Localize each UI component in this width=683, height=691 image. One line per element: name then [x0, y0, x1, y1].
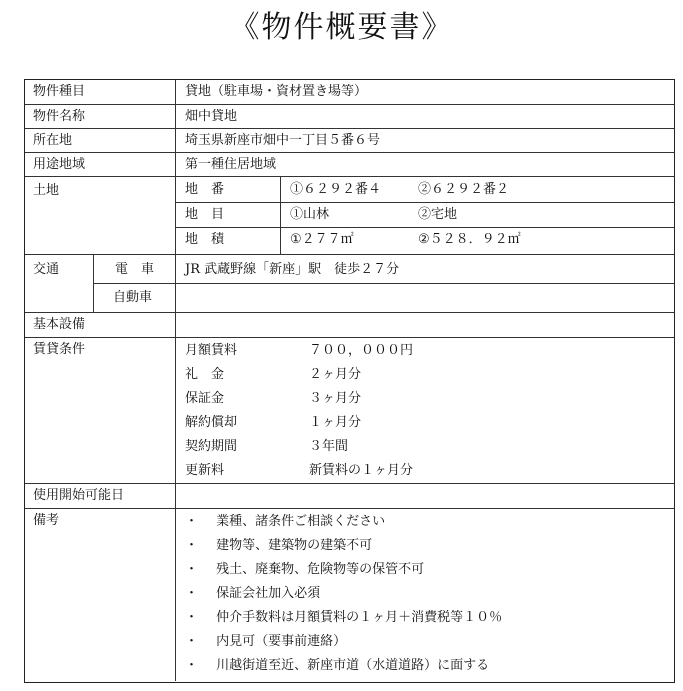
document-title: 《物件概要書》 — [229, 10, 454, 45]
property-name-value: 畑中貸地 — [185, 109, 238, 124]
remark-text: 仲介手数料は月額賃料の１ヶ月＋消費税等１０％ — [216, 610, 503, 625]
row-lease-terms — [25, 337, 674, 483]
bullet: ・ — [185, 562, 199, 577]
remark-item — [185, 606, 502, 630]
row-transport — [25, 254, 674, 312]
property-type-value: 貸地（駐車場・資材置き場等） — [185, 84, 368, 99]
property-summary-table — [24, 79, 675, 683]
remark-item — [185, 534, 372, 558]
transport-line — [93, 283, 674, 284]
lease-item-value: ２ヶ月分 — [309, 367, 362, 382]
row-remarks — [25, 508, 674, 681]
lease-item-key: 礼 金 — [185, 367, 225, 382]
remark-text: 建物等、建築物の建築不可 — [216, 538, 373, 553]
remark-item — [185, 582, 320, 606]
remark-text: 保証会社加入必須 — [216, 586, 321, 601]
lease-item-key: 契約期間 — [185, 439, 238, 454]
train-value: JR 武蔵野線「新座」駅 徒歩２７分 — [185, 262, 400, 277]
train-label: 電 車 — [115, 262, 155, 277]
remark-item — [185, 630, 346, 654]
remarks-label: 備考 — [33, 513, 60, 528]
lease-item-key: 解約償却 — [185, 415, 238, 430]
zoning-value: 第一種住居地域 — [185, 157, 277, 172]
land-item-key: 地 目 — [185, 207, 225, 222]
lease-item-value: ３ヶ月分 — [309, 391, 362, 406]
property-type-label: 物件種目 — [33, 84, 86, 99]
lease-item-key: 保証金 — [185, 391, 225, 406]
bullet: ・ — [185, 634, 199, 649]
lease-item-value: １ヶ月分 — [309, 415, 362, 430]
remark-text: 川越街道至近、新座市道（水道道路）に面する — [216, 658, 490, 673]
remark-item — [185, 558, 424, 582]
remark-text: 残土、廃棄物、危険物等の保管不可 — [216, 562, 425, 577]
row-zoning — [25, 152, 674, 176]
lease-item-key: 更新料 — [185, 463, 225, 478]
remark-item — [185, 654, 489, 678]
land-item-key: 地 番 — [185, 182, 225, 197]
row-facilities — [25, 312, 674, 337]
row-available-date — [25, 483, 674, 508]
facilities-label: 基本設備 — [33, 317, 86, 332]
zoning-label: 用途地域 — [33, 157, 86, 172]
land-item-value-2: ②６２９２番２ — [418, 182, 510, 197]
bullet: ・ — [185, 658, 199, 673]
bullet: ・ — [185, 514, 199, 529]
address-label: 所在地 — [33, 133, 73, 148]
remark-text: 業種、諸条件ご相談ください — [216, 514, 386, 529]
land-item-value-1: ①山林 — [290, 207, 330, 222]
lease-item-value: ７００，０００円 — [309, 343, 414, 358]
remark-text: 内見可（要事前連絡） — [216, 634, 347, 649]
bullet: ・ — [185, 610, 199, 625]
remark-item — [185, 510, 385, 534]
land-item-value-2: ②５２８．９２㎡ — [418, 232, 521, 247]
lease-item-key: 月額賃料 — [185, 343, 238, 358]
address-value: 埼玉県新座市畑中一丁目５番６号 — [185, 133, 381, 148]
land-item-key: 地 積 — [185, 232, 225, 247]
bullet: ・ — [185, 586, 199, 601]
lease-label: 賃貸条件 — [33, 342, 86, 357]
land-label: 土地 — [33, 183, 60, 198]
land-key-divider — [280, 177, 281, 254]
lease-item-value: 新賃料の１ヶ月分 — [309, 463, 414, 478]
available-date-label: 使用開始可能日 — [33, 488, 125, 503]
land-item-value-1: ①２７７㎡ — [290, 232, 354, 247]
land-item-value-2: ②宅地 — [418, 207, 458, 222]
bullet: ・ — [185, 538, 199, 553]
row-property-type — [25, 80, 674, 104]
car-label: 自動車 — [113, 290, 153, 305]
land-item-value-1: ①６２９２番４ — [290, 182, 382, 197]
row-land — [25, 176, 674, 254]
property-name-label: 物件名称 — [33, 109, 86, 124]
transport-label: 交通 — [33, 262, 60, 277]
row-address — [25, 128, 674, 152]
row-property-name — [25, 104, 674, 128]
lease-item-value: ３年間 — [309, 439, 349, 454]
